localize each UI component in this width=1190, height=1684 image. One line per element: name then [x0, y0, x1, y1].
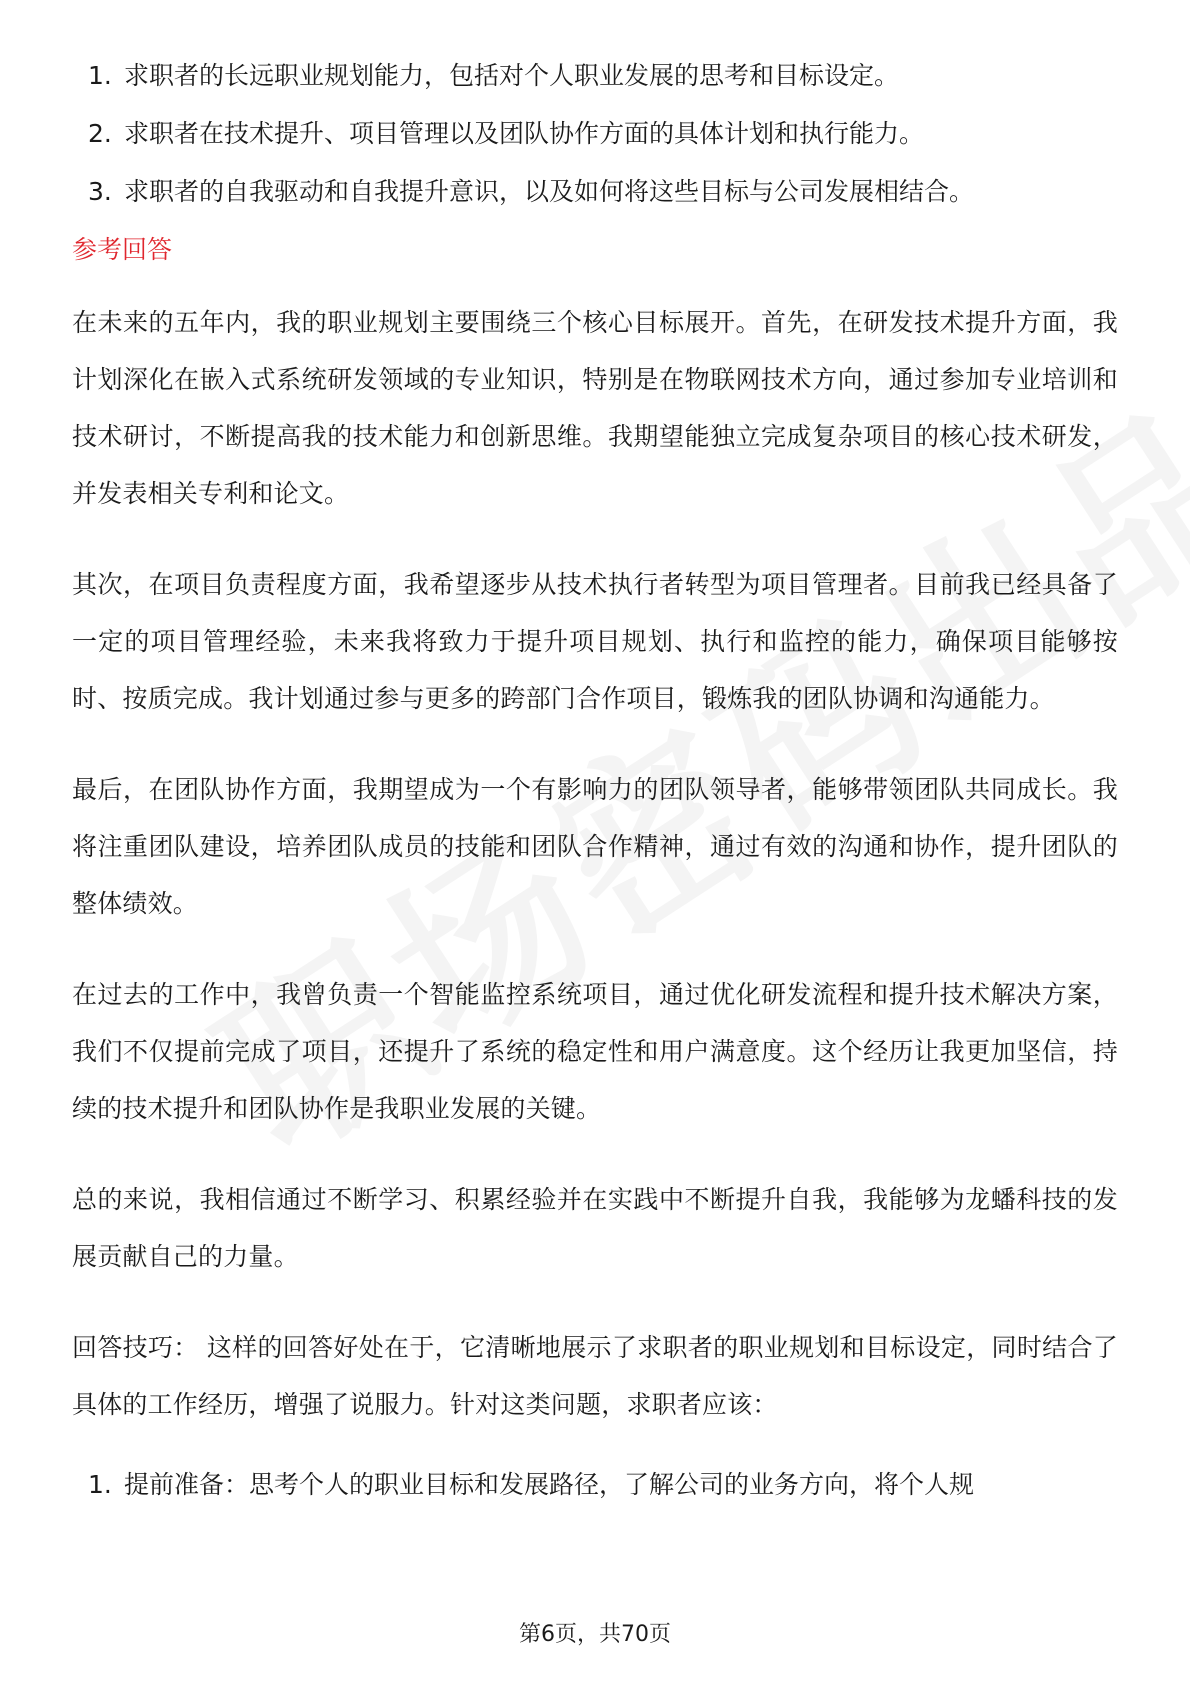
reference-answer-heading: 参考回答	[72, 235, 173, 264]
list-item	[72, 1467, 1118, 1503]
list-item-text: 求职者的自我驱动和自我提升意识，以及如何将这些目标与公司发展相结合。	[124, 177, 975, 206]
answer-tips-paragraph: 回答技巧： 这样的回答好处在于，它清晰地展示了求职者的职业规划和目标设定，同时结合了具体的工作经历，增强了说服力。针对这类问题，求职者应该：	[72, 1333, 1118, 1419]
answer-paragraph: 其次，在项目负责程度方面，我希望逐步从技术执行者转型为项目管理者。目前我已经具备了一定的项目管理经验，未来我将致力于提升项目规划、执行和监控的能力，确保项目能够按时、按质完成。我计划通过参与更多的跨部门合作项目，锻炼我的团队协调和沟通能力。	[72, 570, 1118, 713]
document-body	[72, 58, 1118, 1503]
answer-paragraph: 在未来的五年内，我的职业规划主要围绕三个核心目标展开。首先，在研发技术提升方面，我计划深化在嵌入式系统研发领域的专业知识，特别是在物联网技术方向，通过参加专业培训和技术研讨，不断提高我的技术能力和创新思维。我期望能独立完成复杂项目的核心技术研发，并发表相关专利和论文。	[72, 308, 1118, 508]
answer-paragraph: 在过去的工作中，我曾负责一个智能监控系统项目，通过优化研发流程和提升技术解决方案，我们不仅提前完成了项目，还提升了系统的稳定性和用户满意度。这个经历让我更加坚信，持续的技术提升和团队协作是我职业发展的关键。	[72, 980, 1118, 1123]
list-item-number: 2.	[88, 119, 112, 148]
list-item	[72, 58, 1118, 94]
list-item-text: 求职者在技术提升、项目管理以及团队协作方面的具体计划和执行能力。	[124, 119, 925, 148]
list-item-text: 提前准备：思考个人的职业目标和发展路径，了解公司的业务方向，将个人规	[124, 1470, 975, 1499]
page-footer: 第6页，共70页	[519, 1622, 671, 1647]
list-item-number: 1.	[88, 1470, 112, 1499]
list-item-number: 3.	[88, 177, 112, 206]
list-item-number: 1.	[88, 61, 112, 90]
tips-list	[72, 1467, 1118, 1503]
answer-paragraph: 总的来说，我相信通过不断学习、积累经验并在实践中不断提升自我，我能够为龙蟠科技的发展贡献自己的力量。	[72, 1185, 1118, 1271]
answer-paragraph: 最后，在团队协作方面，我期望成为一个有影响力的团队领导者，能够带领团队共同成长。我将注重团队建设，培养团队成员的技能和团队合作精神，通过有效的沟通和协作，提升团队的整体绩效。	[72, 775, 1118, 918]
intro-list	[72, 58, 1118, 210]
list-item-text: 求职者的长远职业规划能力，包括对个人职业发展的思考和目标设定。	[124, 61, 900, 90]
list-item	[72, 116, 1118, 152]
list-item	[72, 174, 1118, 210]
